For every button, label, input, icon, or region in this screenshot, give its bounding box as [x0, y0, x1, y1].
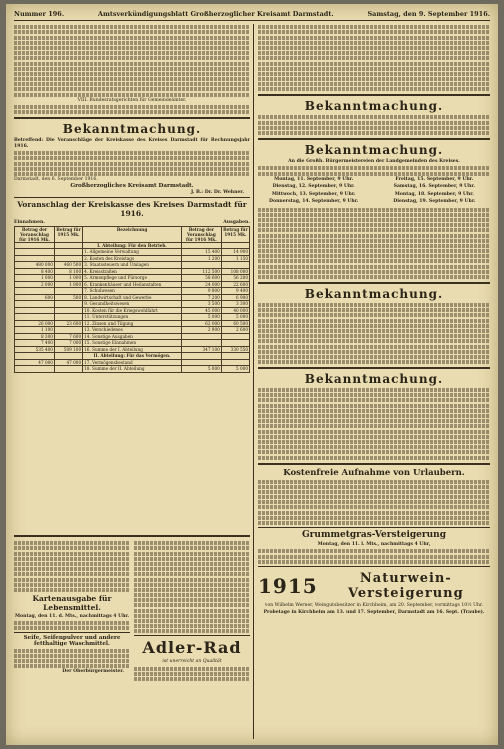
- cell-a16: 2 900: [181, 327, 221, 334]
- row-number: 15.: [84, 340, 91, 346]
- row-label: Sonstige Einnahmen: [92, 340, 137, 346]
- cell-a16: 58 600: [181, 275, 221, 282]
- cell-a15: 5 000: [221, 314, 249, 321]
- row-number: 16.: [84, 346, 91, 352]
- col-label: Bezeichnung: [83, 226, 182, 242]
- grummet-heading: Grummetgras-Versteigerung: [301, 530, 447, 541]
- left-ads: [14, 532, 250, 682]
- cell-a16: 5 000: [181, 366, 221, 373]
- cell-a15: 14 900: [221, 249, 249, 256]
- cell-a16: 5 000: [181, 314, 221, 321]
- row-number: 7.: [84, 288, 89, 294]
- cell-e15: 1 000: [54, 275, 82, 282]
- newspaper-page: [6, 4, 498, 745]
- seife-heading: Seife, Seifenpulver und andere fetthaltige Waschmittel.: [23, 635, 121, 648]
- cell-e15: 460 500: [54, 262, 82, 269]
- cell-e15: 509 100: [54, 346, 82, 353]
- row-label: Kosten für die Kriegswohlfahrt: [92, 307, 158, 313]
- einnahmen-label: Einnahmen.: [14, 220, 45, 226]
- row-label: Sonstige Ausgaben: [92, 333, 133, 339]
- row-number: 6.: [84, 281, 89, 287]
- cell-e16: 26 000: [15, 320, 55, 327]
- row-label: Armenpflege und Fürsorge: [89, 275, 147, 281]
- cell-a15: 2 600: [221, 327, 249, 334]
- bek1-title: Bekanntmachung.: [304, 99, 444, 114]
- cell-label: [83, 366, 182, 373]
- cell-a15: 330 550: [221, 346, 249, 353]
- cell-e16: 7 400: [15, 340, 55, 347]
- cell-e16: 600: [15, 294, 55, 301]
- col-e15: Betrag für 1915 Mk.: [54, 226, 82, 242]
- cell-a15: 56 200: [221, 275, 249, 282]
- row-label: Summe der I. Abteilung: [92, 346, 143, 352]
- lebensmittel-date: Montag, den 11. d. Mts., nachmittags 4 Uhr.: [14, 613, 130, 619]
- abt1-label: I. Abteilung: Für den Betrieb.: [83, 242, 182, 249]
- adler-rad-sub: ist unerreicht an Qualität: [162, 659, 222, 665]
- schedule-date: Freitag, 15. September, 9 Uhr.: [395, 176, 474, 182]
- row-label: Staatssteuern und Umlagen: [89, 262, 149, 268]
- schedule-date: Montag, 18. September, 9 Uhr.: [394, 191, 474, 197]
- row-number: 10.: [84, 307, 91, 313]
- row-label: Zinsen und Tilgung: [92, 320, 134, 326]
- right-column: [258, 24, 490, 618]
- row-label: Landwirtschaft und Gewerbe: [89, 294, 152, 300]
- betreffend-line: Betreffend: Die Voranschläge der Kreiskasse des Kreises Darmstadt für Rechnungsjahr 1916.: [14, 138, 250, 149]
- abt2-label: II. Abteilung: Für das Vermögen.: [83, 353, 182, 360]
- row-number: 13.: [84, 327, 91, 333]
- section-viii-text: [14, 105, 250, 114]
- right-top-text: [258, 25, 490, 91]
- bekanntmachung-title: Bekanntmachung.: [62, 122, 202, 137]
- row-label: Kreisstraßen: [89, 268, 117, 274]
- row-number: 1.: [84, 249, 89, 255]
- row-label: Vermögensbestand: [92, 359, 133, 365]
- cell-a16: 3 500: [181, 301, 221, 308]
- cell-e16: [15, 366, 55, 373]
- cell-a15: 5 000: [221, 366, 249, 373]
- row-label: Schulwesen: [89, 288, 115, 294]
- cell-a16: 24 000: [181, 281, 221, 288]
- kostenfrei-heading: Kostenfreie Aufnahme von Urlaubern.: [283, 467, 465, 478]
- cell-e16: 1 100: [15, 327, 55, 334]
- bek3-title: Bekanntmachung.: [304, 287, 444, 302]
- schedule-date: Mittwoch, 13. September, 9 Uhr.: [271, 191, 356, 197]
- grummet-date: Montag, den 11. l. Mts., nachmittags 4 Uhr,: [317, 542, 431, 548]
- schedule-date: Dienstag, 12. September, 9 Uhr.: [272, 184, 355, 190]
- schedule-date: Dienstag, 19. September, 9 Uhr.: [393, 199, 476, 204]
- col-a15: Betrag für 1915 Mk.: [221, 226, 249, 242]
- row-number: 18.: [84, 366, 91, 372]
- cell-e15: 7 000: [54, 340, 82, 347]
- section-viii-title: VIII. Bundesratsgerichten für Gemeindeämter.: [77, 97, 187, 103]
- cell-e16: 2 000: [15, 281, 55, 288]
- cell-a16: 62 000: [181, 320, 221, 327]
- voranschlag-title: Voranschlag der Kreiskasse des Kreises Darmstadt für 1916.: [17, 200, 247, 219]
- adler-rad-ad: Adler-Rad: [142, 638, 242, 658]
- table-row: [15, 366, 250, 373]
- bek2-title: Bekanntmachung.: [304, 143, 444, 157]
- cell-a16: 7 200: [181, 294, 221, 301]
- bek4-title: Bekanntmachung.: [304, 372, 444, 387]
- row-number: 14.: [84, 333, 91, 339]
- row-label: Unterstützungen: [92, 314, 129, 320]
- row-label: Krankenhäuser und Heilanstalten: [89, 281, 162, 287]
- cell-e15: 8 100: [54, 268, 82, 275]
- cell-a15: 3 300: [221, 301, 249, 308]
- amtl-nachrichten-text: [14, 541, 130, 592]
- cell-e16: 47 000: [15, 359, 55, 366]
- cell-e15: 23 600: [54, 320, 82, 327]
- cell-a15: 22 600: [221, 281, 249, 288]
- lebensmittel-heading: Kartenausgabe für Lebensmittel.: [32, 593, 112, 612]
- cell-e16: 8 300: [15, 333, 55, 340]
- cell-a15: 9 400: [221, 288, 249, 295]
- masthead: [14, 8, 490, 21]
- issue-date: Samstag, den 9. September 1916.: [367, 10, 490, 18]
- cell-a16: 347 100: [181, 346, 221, 353]
- cell-e15: 47 000: [54, 359, 82, 366]
- row-number: 9.: [84, 301, 89, 307]
- bekanntmachung-text: [14, 151, 250, 176]
- cell-e16: 480 000: [15, 262, 55, 269]
- cell-e16: 1 000: [15, 275, 55, 282]
- buergermeister-sig: Der Oberbürgermeister.: [62, 669, 124, 675]
- cell-a15: 60 500: [221, 320, 249, 327]
- kreisamt-signature: J. B.: Dr. Dr. Wehner.: [190, 190, 244, 196]
- cell-a16: 45 000: [181, 307, 221, 314]
- row-label: Verschiedenes: [92, 327, 123, 333]
- naturwein-text: von Wilhelm Werner, Weingutsbesitzer in Kirchheim, am 20. September, vormittags 10½ Uhr.: [264, 602, 484, 608]
- row-number: 12.: [84, 320, 91, 326]
- row-number: 4.: [84, 268, 89, 274]
- cell-e15: [54, 366, 82, 373]
- cell-a15: 1 150: [221, 255, 249, 262]
- cell-a15: 40 000: [221, 307, 249, 314]
- cell-a16: 15 400: [181, 249, 221, 256]
- row-number: 3.: [84, 262, 89, 268]
- cell-e15: 500: [54, 294, 82, 301]
- col-e16: Betrag der Voranschlag für 1916 Mk.: [15, 226, 55, 242]
- row-number: 2.: [84, 255, 89, 261]
- row-number: 8.: [84, 294, 89, 300]
- naturwein-heading: Naturwein-Versteigerung: [347, 570, 464, 601]
- cell-a15: 108 000: [221, 268, 249, 275]
- cell-a16: 9 800: [181, 288, 221, 295]
- cell-a15: 6 900: [221, 294, 249, 301]
- schedule-date: Donnerstag, 14. September, 9 Uhr.: [269, 199, 359, 204]
- kreisamt-date: Darmstadt, den 6. September 1916.: [14, 177, 98, 183]
- row-label: Gesundheitswesen: [89, 301, 130, 307]
- row-number: 5.: [84, 275, 89, 281]
- cell-e16: 8 400: [15, 268, 55, 275]
- masthead-title: Amtsverkündigungsblatt Großherzoglicher Kreisamt Darmstadt.: [97, 10, 334, 18]
- ausgaben-label: Ausgaben.: [223, 220, 250, 226]
- naturwein-probetage: Probetage in Kirchheim am 13. und 17. September, Darmstadt am 16. Sept. (Traube).: [263, 610, 485, 616]
- row-number: 11.: [84, 314, 91, 320]
- row-label: Allgemeine Verwaltung: [89, 249, 139, 255]
- kreisamt-name: Großherzogliches Kreisamt Darmstadt.: [70, 183, 194, 190]
- schedule-date: Samstag, 16. September, 9 Uhr.: [393, 184, 475, 190]
- col-a16: Betrag der Voranschlag für 1916 Mk.: [181, 226, 221, 242]
- cell-e15: 1 800: [54, 281, 82, 288]
- intro-text-block: [14, 25, 250, 96]
- bek2-subtitle: An die Großh. Bürgermeistereien der Landgemeinden des Kreises.: [288, 159, 460, 164]
- row-number: 17.: [84, 359, 91, 365]
- schedule-date: Montag, 11. September, 9 Uhr.: [274, 176, 354, 182]
- column-divider: [253, 24, 254, 739]
- cell-a16: 1 200: [181, 255, 221, 262]
- cell-e15: 7 600: [54, 333, 82, 340]
- naturwein-year: 1915: [258, 573, 318, 598]
- cell-e16: 535 400: [15, 346, 55, 353]
- voranschlag-table: [14, 226, 250, 373]
- row-label: Summe der II. Abteilung: [92, 366, 145, 372]
- cell-a16: 112 500: [181, 268, 221, 275]
- left-column: [14, 24, 250, 373]
- row-label: Kosten des Kreistags: [89, 255, 135, 261]
- issue-number: Nummer 196.: [14, 10, 65, 18]
